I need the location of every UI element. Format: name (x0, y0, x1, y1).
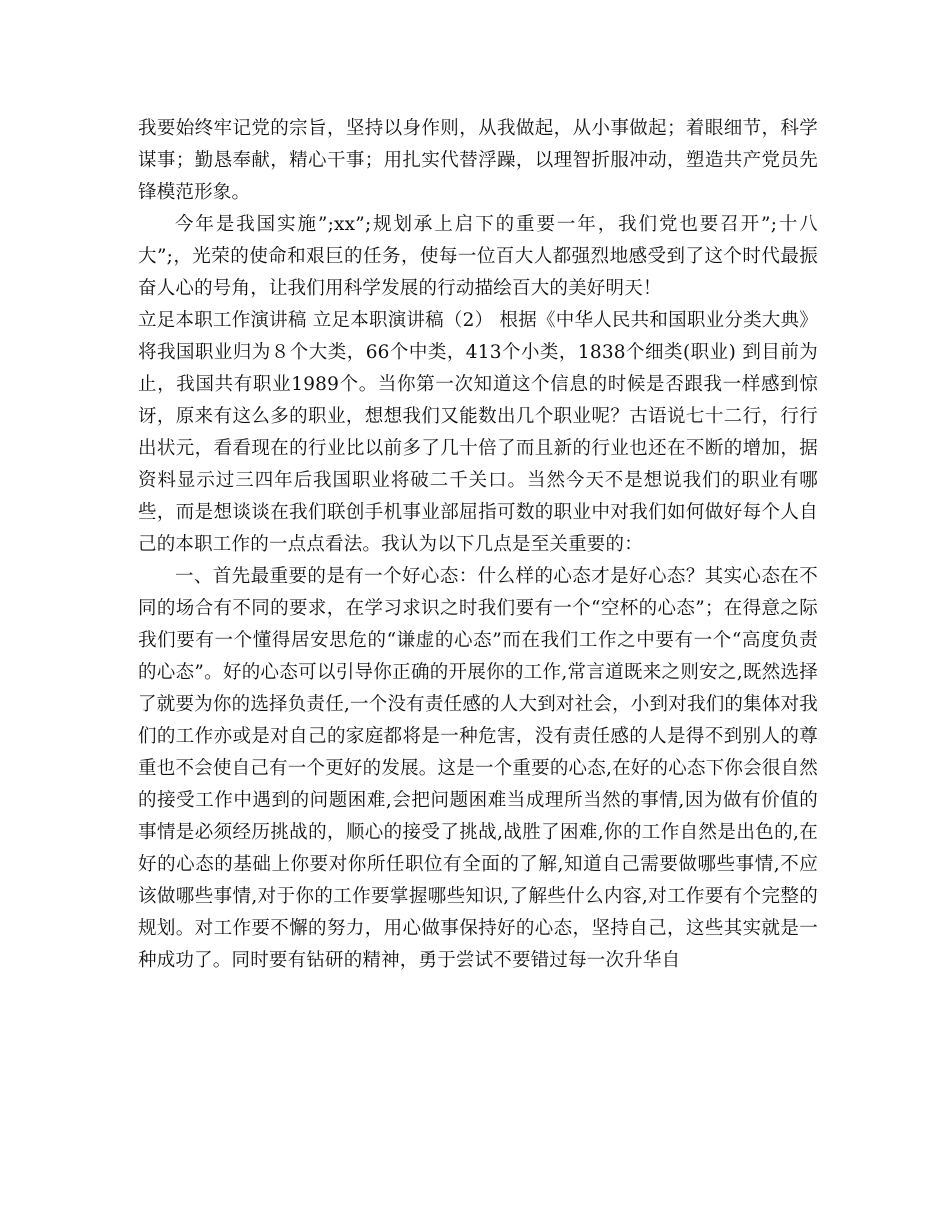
paragraph-1: 我要始终牢记党的宗旨，坚持以身作则，从我做起，从小事做起；着眼细节，科学谋事；勤恳奉献，精心干事；用扎实代替浮躁，以理智折服冲动，塑造共产党员先锋模范形象。 (138, 118, 818, 203)
document-body (138, 113, 818, 977)
paragraph-3: 立足本职工作演讲稿 立足本职演讲稿（2） 根据《中华人民共和国职业分类大典》将我国职业归为８个大类，66个中类，413个小类，1838个细类(职业) 到目前为止，我国共有职业1989个。当你第一次知道这个信息的时候是否跟我一样感到惊讶，原来有这么多的职业，想想我们又能数出几个职业呢？古语说七十二行，行行出状元，看看现在的行业比以前多了几十倍了而且新的行业也还在不断的增加，据资料显示过三四年后我国职业将破二千关口。当然今天不是想说我们的职业有哪些，而是想谈谈在我们联创手机事业部屈指可数的职业中对我们如何做好每个人自己的本职工作的一点点看法。我认为以下几点是至关重要的： (138, 310, 818, 555)
paragraph-2: 今年是我国实施”;xx”;规划承上启下的重要一年，我们党也要召开”;十八大”;，光荣的使命和艰巨的任务，使每一位百大人都强烈地感受到了这个时代最振奋人心的号角，让我们用科学发展的行动描绘百大的美好明天！ (138, 214, 819, 299)
paragraph-4: 一、首先最重要的是有一个好心态：什么样的心态才是好心态？其实心态在不同的场合有不同的要求，在学习求识之时我们要有一个“空杯的心态”；在得意之际我们要有一个懂得居安思危的“谦虚的心态”而在我们工作之中要有一个“高度负责的心态”。好的心态可以引导你正确的开展你的工作,常言道既来之则安之,既然选择了就要为你的选择负责任,一个没有责任感的人大到对社会，小到对我们的集体对我们的工作亦或是对自己的家庭都将是一种危害，没有责任感的人是得不到别人的尊重也不会使自己有一个更好的发展。这是一个重要的心态,在好的心态下你会很自然的接受工作中遇到的问题困难,会把问题困难当成理所当然的事情,因为做有价值的事情是必须经历挑战的，顺心的接受了挑战,战胜了困难,你的工作自然是出色的,在好的心态的基础上你要对你所任职位有全面的了解,知道自己需要做哪些事情,不应该做哪些事情,对于你的工作要掌握哪些知识,了解些什么内容,对工作要有个完整的规划。对工作要不懈的努力，用心做事保持好的心态，坚持自己，这些其实就是一种成功了。同时要有钻研的精神，勇于尝试不要错过每一次升华自 (138, 566, 818, 971)
